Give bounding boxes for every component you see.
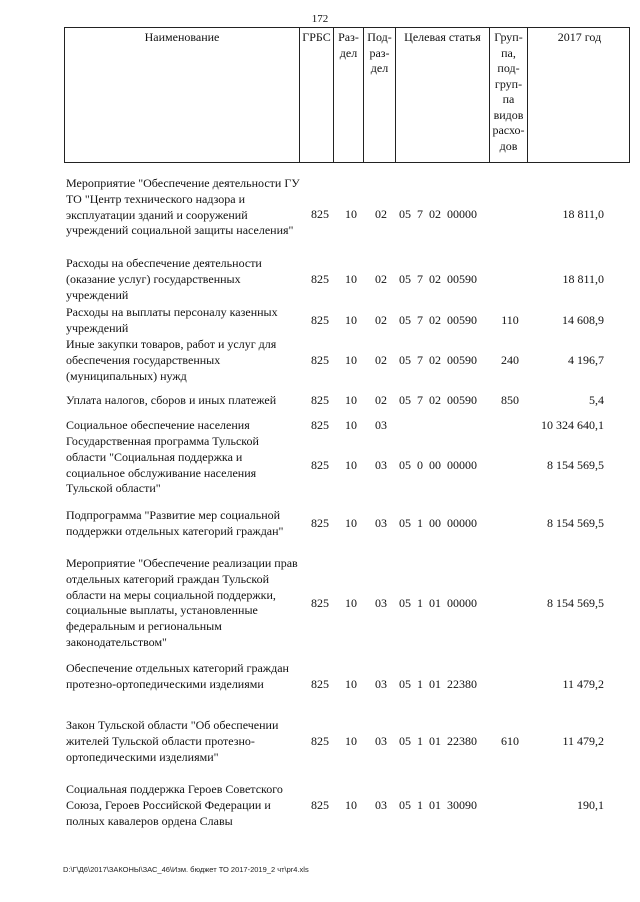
row-target-article: 05 7 02 00590: [399, 393, 477, 407]
row-podrazdel: 03: [375, 677, 387, 691]
row-sum: 18 811,0: [562, 207, 604, 221]
row-sum: 11 479,2: [562, 677, 604, 691]
row-name: Мероприятие "Обеспечение деятельности ГУ ТО "Центр технического надзора и эксплуатации зданий и сооружений учреждений социальной защиты населения": [66, 176, 300, 238]
header-expense-group: Груп- па, под- груп- па видов расхо- дов: [489, 28, 527, 162]
row-group: 850: [501, 393, 519, 407]
row-target-article: 05 1 01 22380: [399, 734, 477, 748]
row-grbs: 825: [311, 353, 329, 367]
row-target-article: 05 1 00 00000: [399, 516, 477, 530]
row-razdel: 10: [345, 353, 357, 367]
row-grbs: 825: [311, 313, 329, 327]
row-razdel: 10: [345, 393, 357, 407]
row-grbs: 825: [311, 596, 329, 610]
row-podrazdel: 02: [375, 393, 387, 407]
row-grbs: 825: [311, 418, 329, 432]
header-grbs: ГРБС: [299, 28, 333, 162]
row-grbs: 825: [311, 458, 329, 472]
row-grbs: 825: [311, 393, 329, 407]
row-podrazdel: 03: [375, 596, 387, 610]
row-target-article: 05 1 01 22380: [399, 677, 477, 691]
row-target-article: 05 1 01 00000: [399, 596, 477, 610]
header-year: 2017 год: [527, 28, 631, 162]
row-podrazdel: 03: [375, 516, 387, 530]
row-sum: 10 324 640,1: [541, 418, 604, 432]
header-podrazdel: Под- раз- дел: [363, 28, 395, 162]
row-group: 110: [501, 313, 519, 327]
row-grbs: 825: [311, 272, 329, 286]
row-razdel: 10: [345, 418, 357, 432]
row-razdel: 10: [345, 677, 357, 691]
row-podrazdel: 03: [375, 798, 387, 812]
row-name: Уплата налогов, сборов и иных платежей: [66, 393, 277, 407]
row-razdel: 10: [345, 596, 357, 610]
row-podrazdel: 03: [375, 418, 387, 432]
row-target-article: 05 7 02 00590: [399, 313, 477, 327]
row-name: Подпрограмма "Развитие мер социальной поддержки отдельных категорий граждан": [66, 508, 284, 538]
row-razdel: 10: [345, 798, 357, 812]
row-target-article: 05 0 00 00000: [399, 458, 477, 472]
row-group: 240: [501, 353, 519, 367]
row-name: Мероприятие "Обеспечение реализации прав отдельных категорий граждан Тульской области на меры социальной поддержки, социальные выплаты, установленные федеральным и региональным законодательством": [66, 556, 298, 649]
row-target-article: 05 7 02 00590: [399, 353, 477, 367]
row-sum: 14 608,9: [562, 313, 604, 327]
table-header: [64, 27, 630, 163]
row-target-article: 05 7 02 00000: [399, 207, 477, 221]
row-target-article: 05 7 02 00590: [399, 272, 477, 286]
header-target-article: Целевая статья: [395, 28, 489, 162]
row-grbs: 825: [311, 798, 329, 812]
row-grbs: 825: [311, 677, 329, 691]
row-target-article: 05 1 01 30090: [399, 798, 477, 812]
row-name: Закон Тульской области "Об обеспечении жителей Тульской области протезно-ортопедическими изделиями": [66, 718, 279, 764]
row-sum: 190,1: [577, 798, 604, 812]
row-sum: 5,4: [589, 393, 604, 407]
header-razdel: Раз- дел: [333, 28, 363, 162]
row-razdel: 10: [345, 458, 357, 472]
row-name: Обеспечение отдельных категорий граждан протезно-ортопедическими изделиями: [66, 661, 289, 691]
row-grbs: 825: [311, 207, 329, 221]
row-podrazdel: 03: [375, 734, 387, 748]
row-sum: 11 479,2: [562, 734, 604, 748]
row-group: 610: [501, 734, 519, 748]
row-podrazdel: 02: [375, 272, 387, 286]
row-sum: 8 154 569,5: [547, 458, 604, 472]
row-sum: 4 196,7: [568, 353, 604, 367]
row-razdel: 10: [345, 516, 357, 530]
row-name: Государственная программа Тульской области "Социальная поддержка и социальное обслуживание населения Тульской области": [66, 434, 259, 496]
row-razdel: 10: [345, 207, 357, 221]
row-name: Расходы на выплаты персоналу казенных учреждений: [66, 305, 278, 335]
row-sum: 8 154 569,5: [547, 516, 604, 530]
row-name: Социальная поддержка Героев Советского Союза, Героев Российской Федерации и полных кавалеров ордена Славы: [66, 782, 283, 828]
row-razdel: 10: [345, 313, 357, 327]
row-sum: 18 811,0: [562, 272, 604, 286]
row-podrazdel: 03: [375, 458, 387, 472]
page-number: 172: [311, 13, 329, 25]
file-path-footer: D:\Г\Д6\2017\ЗАКОНЫ\ЗАС_46\Изм. бюджет ТО 2017-2019_2 чт\pr4.xls: [63, 865, 309, 874]
row-podrazdel: 02: [375, 353, 387, 367]
row-name: Иные закупки товаров, работ и услуг для обеспечения государственных (муниципальных) нужд: [66, 337, 277, 383]
row-podrazdel: 02: [375, 313, 387, 327]
row-grbs: 825: [311, 516, 329, 530]
header-name: Наименование: [144, 30, 220, 44]
row-sum: 8 154 569,5: [547, 596, 604, 610]
row-name: Расходы на обеспечение деятельности (оказание услуг) государственных учреждений: [66, 256, 262, 302]
row-razdel: 10: [345, 272, 357, 286]
row-podrazdel: 02: [375, 207, 387, 221]
row-grbs: 825: [311, 734, 329, 748]
row-razdel: 10: [345, 734, 357, 748]
row-name: Социальное обеспечение населения: [66, 418, 250, 432]
